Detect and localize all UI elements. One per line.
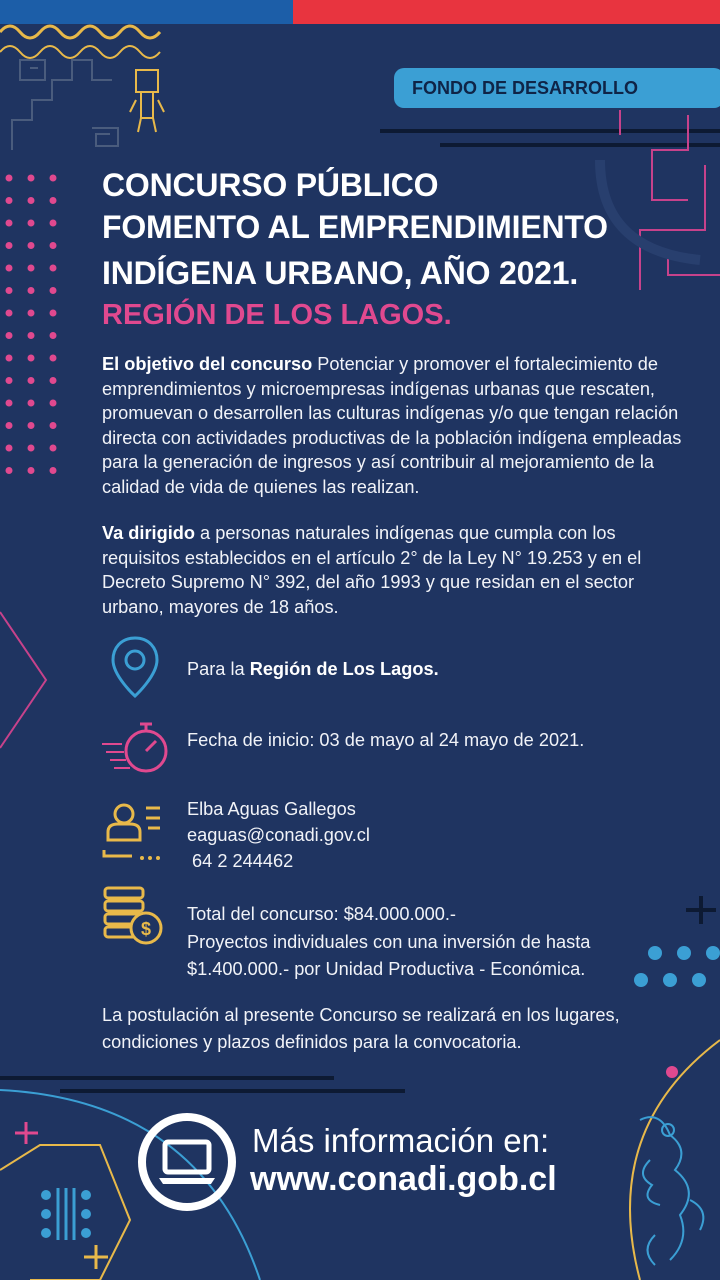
funding-total: Total del concurso: $84.000.000.- bbox=[187, 904, 456, 924]
more-info-label: Más información en: bbox=[252, 1122, 550, 1159]
decor-dot bbox=[6, 355, 13, 362]
location-prefix: Para la bbox=[187, 659, 250, 679]
decor-dot bbox=[50, 445, 57, 452]
fund-badge: FONDO DE DESARROLLO bbox=[394, 68, 720, 108]
decor-dot bbox=[28, 310, 35, 317]
decor-dot bbox=[50, 332, 57, 339]
decor-dot bbox=[28, 400, 35, 407]
decor-dot bbox=[50, 310, 57, 317]
decor-dot bbox=[6, 467, 13, 474]
location-text bbox=[187, 656, 439, 682]
decor-dot bbox=[28, 265, 35, 272]
title-line-1: CONCURSO PÚBLICO bbox=[102, 167, 439, 203]
decor-dot bbox=[50, 377, 57, 384]
objective-label: El objetivo del concurso bbox=[102, 354, 313, 374]
title-line-2: FOMENTO AL EMPRENDIMIENTO bbox=[102, 209, 608, 245]
decor-dot bbox=[6, 175, 13, 182]
decor-dot bbox=[50, 287, 57, 294]
target-paragraph bbox=[102, 521, 687, 619]
target-label: Va dirigido bbox=[102, 523, 195, 543]
objective-paragraph bbox=[102, 352, 687, 499]
decor-dot bbox=[50, 422, 57, 429]
closing-paragraph: La postulación al presente Concurso se realizará en los lugares, condiciones y plazos definidos para la convocatoria. bbox=[102, 1005, 620, 1052]
decor-dot bbox=[28, 377, 35, 384]
contact-person-icon bbox=[102, 800, 164, 866]
decor-dot bbox=[6, 220, 13, 227]
decor-dot bbox=[50, 400, 57, 407]
decor-dot bbox=[6, 310, 13, 317]
region-subtitle: REGIÓN DE LOS LAGOS. bbox=[102, 299, 452, 331]
decor-dot bbox=[28, 197, 35, 204]
decor-dot bbox=[6, 422, 13, 429]
location-region: Región de Los Lagos. bbox=[249, 659, 439, 679]
location-pin-icon bbox=[110, 636, 160, 700]
coins-dollar-icon bbox=[102, 884, 166, 948]
stopwatch-icon bbox=[100, 718, 170, 780]
title-line-3: INDÍGENA URBANO, AÑO 2021. bbox=[102, 255, 579, 291]
decor-dot bbox=[28, 445, 35, 452]
dot-grid bbox=[0, 170, 60, 490]
target-text: a personas naturales indígenas que cumpla con los requisitos establecidos en el artículo 2° de la Ley N° 19.253 y en el Decreto Supremo N° 392, del año 1993 y que residan en el sector urbano, mayores de 18 años. bbox=[102, 523, 642, 617]
decor-dot bbox=[6, 332, 13, 339]
computer-monitor-icon bbox=[137, 1112, 237, 1212]
decor-dot bbox=[50, 265, 57, 272]
decor-dot bbox=[50, 175, 57, 182]
funding-line-1: Proyectos individuales con una inversión de hasta bbox=[187, 932, 591, 952]
svg-text:$: $ bbox=[140, 919, 152, 939]
decor-dot bbox=[28, 287, 35, 294]
decor-dot bbox=[50, 220, 57, 227]
decor-dot bbox=[6, 265, 13, 272]
decor-dot bbox=[28, 175, 35, 182]
decor-dot bbox=[28, 242, 35, 249]
decor-dot bbox=[6, 445, 13, 452]
decor-dot bbox=[6, 287, 13, 294]
decor-dot bbox=[6, 197, 13, 204]
decor-dot bbox=[28, 220, 35, 227]
decor-dot bbox=[50, 242, 57, 249]
decor-dot bbox=[28, 355, 35, 362]
decor-dot bbox=[50, 355, 57, 362]
decor-dot bbox=[50, 467, 57, 474]
decor-dot bbox=[28, 467, 35, 474]
funding-line-2: $1.400.000.- por Unidad Productiva - Económica. bbox=[187, 959, 586, 979]
decor-dot bbox=[28, 422, 35, 429]
contact-phone: 64 2 244462 bbox=[187, 851, 294, 871]
website-link[interactable]: www.conadi.gob.cl bbox=[250, 1160, 557, 1198]
decor-dot bbox=[6, 377, 13, 384]
dates-text: Fecha de inicio: 03 de mayo al 24 mayo de 2021. bbox=[187, 730, 585, 750]
decor-dot bbox=[50, 197, 57, 204]
objective-text: Potenciar y promover el fortalecimiento de emprendimientos y microempresas indígenas urbanas que rescaten, promuevan o desarrollen las culturas indígenas y/o que tengan relación directa con actividades productivas de la población indígena empleadas para la generación de ingresos y así contribuir al mejoramiento de la calidad de vida de quienes las realizan. bbox=[102, 354, 682, 497]
decor-dot bbox=[6, 400, 13, 407]
decor-dot bbox=[28, 332, 35, 339]
contact-email: eaguas@conadi.gov.cl bbox=[187, 825, 370, 845]
contact-name: Elba Aguas Gallegos bbox=[187, 799, 356, 819]
decor-dot bbox=[6, 242, 13, 249]
